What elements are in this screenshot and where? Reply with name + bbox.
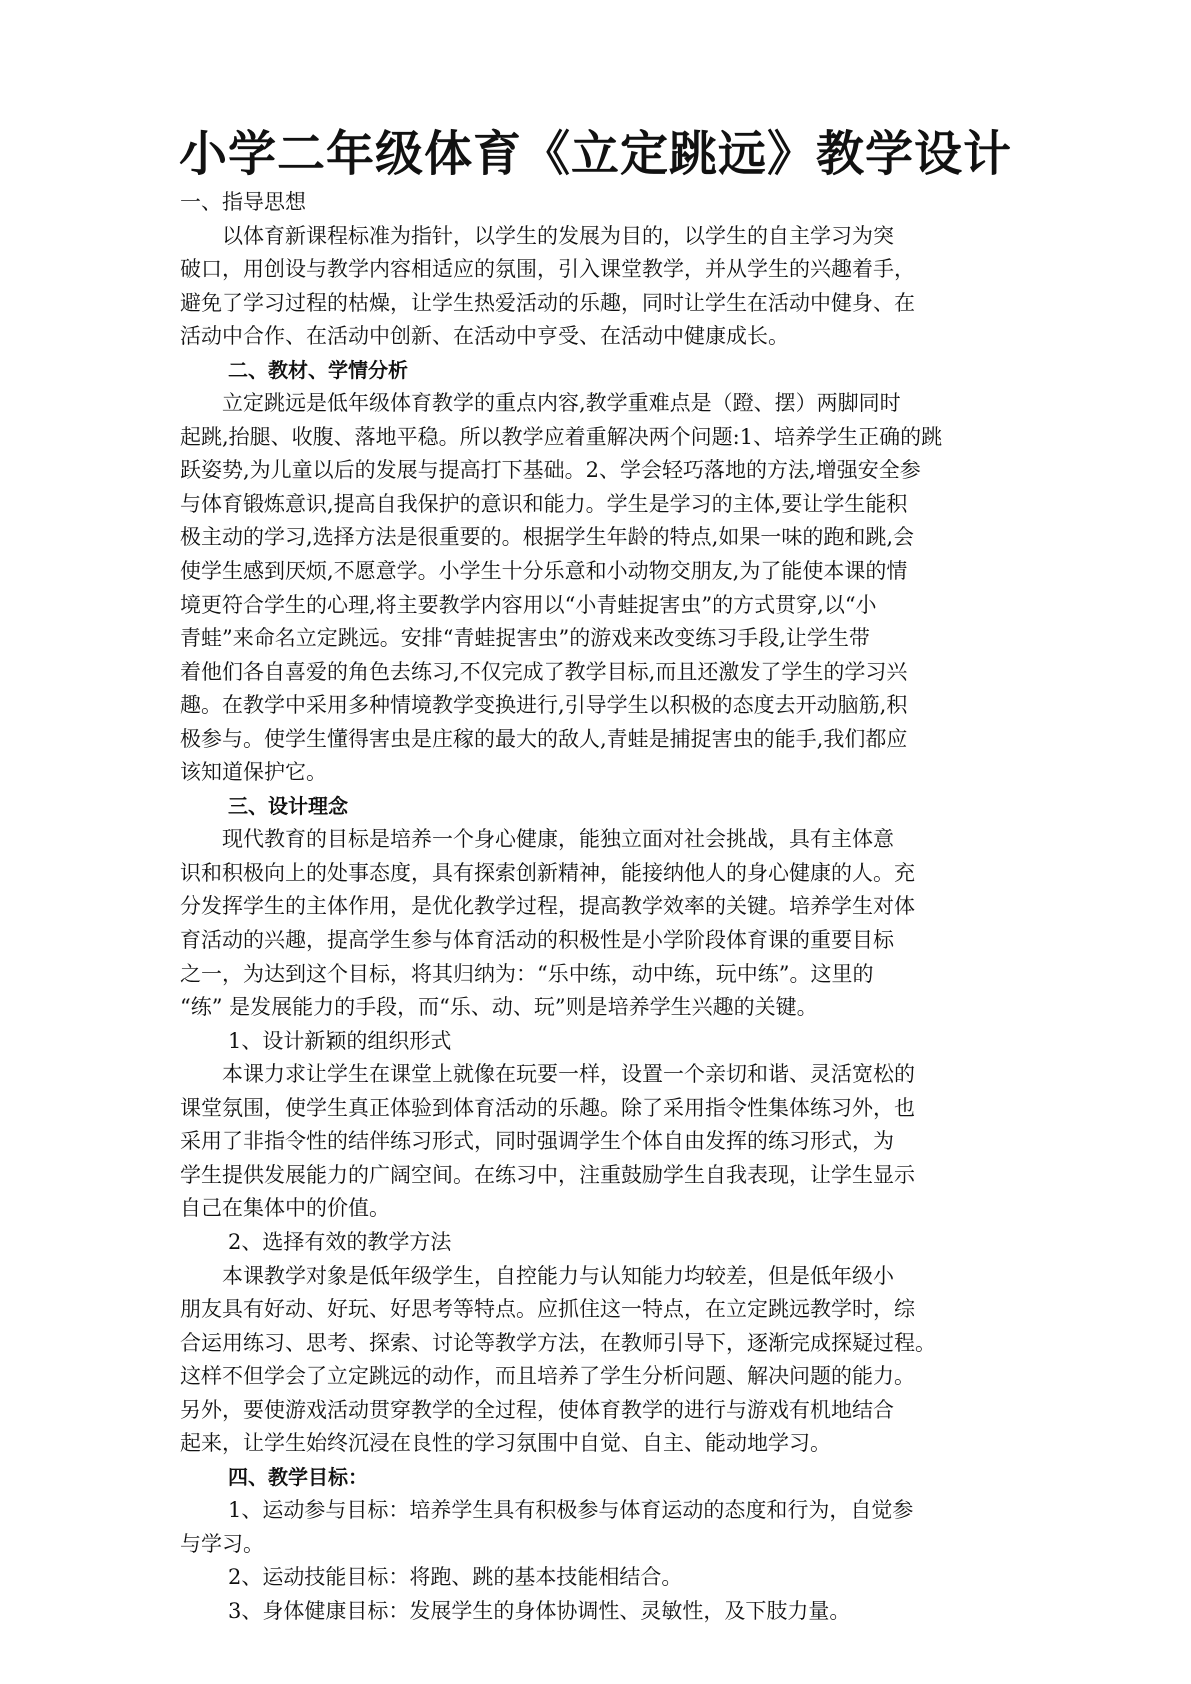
paragraph-line: 1、运动参与目标：培养学生具有积极参与体育运动的态度和行为，自觉参: [228, 1498, 914, 1523]
paragraph-line: 育活动的兴趣，提高学生参与体育活动的积极性是小学阶段体育课的重要目标: [180, 928, 894, 953]
paragraph-line: 活动中合作、在活动中创新、在活动中亨受、在活动中健康成长。: [180, 324, 789, 349]
paragraph-line: 境更符合学生的心理,将主要教学内容用以“小青蛙捉害虫”的方式贯穿,以“小: [180, 592, 877, 617]
paragraph-line: 自己在集体中的价值。: [180, 1196, 390, 1221]
paragraph-line: 趣。在教学中采用多种情境教学变换进行,引导学生以积极的态度去开动脑筋,积: [180, 693, 908, 718]
paragraph-line: 极主动的学习,选择方法是很重要的。根据学生年龄的特点,如果一味的跑和跳,会: [180, 525, 915, 550]
paragraph-line: 另外，要使游戏活动贯穿教学的全过程，使体育教学的进行与游戏有机地结合: [180, 1397, 894, 1422]
document-title: 小学二年级体育《立定跳远》教学设计: [178, 126, 1012, 182]
paragraph-line: 立定跳远是低年级体育教学的重点内容,教学重难点是（蹬、摆）两脚同时: [222, 391, 901, 416]
paragraph-line: 本课力求让学生在课堂上就像在玩要一样，设置一个亲切和谐、灵活宽松的: [222, 1062, 915, 1087]
paragraph-line: 与体育锻炼意识,提高自我保护的意识和能力。学生是学习的主体,要让学生能积: [180, 491, 908, 516]
paragraph-line: 该知道保护它。: [180, 760, 327, 785]
paragraph-line: 采用了非指令性的结伴练习形式，同时强调学生个体自由发挥的练习形式，为: [180, 1129, 894, 1154]
paragraph-line: 一、指导思想: [180, 190, 306, 214]
section-heading: 三、设计理念: [228, 793, 348, 818]
paragraph-line: 与学习。: [180, 1531, 264, 1556]
paragraph-line: 跃姿势,为儿童以后的发展与提高打下基础。2、学会轻巧落地的方法,增强安全参: [180, 458, 921, 483]
paragraph-line: 之一，为达到这个目标，将其归纳为：“乐中练，动中练，玩中练”。这里的: [180, 961, 874, 986]
paragraph-line: 识和积极向上的处事态度，具有探索创新精神，能接纳他人的身心健康的人。充: [180, 860, 915, 885]
paragraph-line: 2、选择有效的教学方法: [228, 1229, 452, 1254]
paragraph-line: 学生提供发展能力的广阔空间。在练习中，注重鼓励学生自我表现，让学生显示: [180, 1162, 915, 1187]
paragraph-line: 朋友具有好动、好玩、好思考等特点。应抓住这一特点，在立定跳远教学时，综: [180, 1297, 915, 1322]
paragraph-line: 分发挥学生的主体作用，是优化教学过程，提高教学效率的关键。培养学生对体: [180, 894, 915, 919]
paragraph-line: “练” 是发展能力的手段，而“乐、动、玩”则是培养学生兴趣的关键。: [180, 995, 818, 1020]
paragraph-line: 青蛙”来命名立定跳远。安排“青蛙捉害虫”的游戏来改变练习手段,让学生带: [180, 626, 870, 651]
paragraph-line: 课堂氛围，使学生真正体验到体育活动的乐趣。除了采用指令性集体练习外，也: [180, 1095, 915, 1120]
paragraph-line: 破口，用创设与教学内容相适应的氛围，引入课堂教学，并从学生的兴趣着手，: [180, 257, 915, 282]
paragraph-line: 3、身体健康目标：发展学生的身体协调性、灵敏性，及下肢力量。: [228, 1598, 851, 1623]
paragraph-line: 2、运动技能目标：将跑、跳的基本技能相结合。: [228, 1565, 683, 1590]
document-body: [180, 186, 1030, 1629]
paragraph-line: 使学生感到厌烦,不愿意学。小学生十分乐意和小动物交朋友,为了能使本课的情: [180, 559, 908, 584]
paragraph-line: 以体育新课程标准为指针，以学生的发展为目的，以学生的自主学习为突: [222, 223, 894, 248]
paragraph-line: 1、设计新颖的组织形式: [228, 1028, 452, 1053]
paragraph-line: 避免了学习过程的枯燥，让学生热爱活动的乐趣，同时让学生在活动中健身、在: [180, 290, 915, 315]
paragraph-line: 现代教育的目标是培养一个身心健康，能独立面对社会挑战，具有主体意: [222, 827, 894, 852]
section-heading: 二、教材、学情分析: [228, 357, 408, 382]
paragraph-line: 起跳,抬腿、收腹、落地平稳。所以教学应着重解决两个问题:1、培养学生正确的跳: [180, 424, 943, 449]
paragraph-line: 合运用练习、思考、探索、讨论等教学方法，在教师引导下，逐渐完成探疑过程。: [180, 1330, 936, 1355]
paragraph-line: 本课教学对象是低年级学生，自控能力与认知能力均较差，但是低年级小: [222, 1263, 894, 1288]
section-heading: 四、教学目标：: [228, 1464, 368, 1489]
paragraph-line: 这样不但学会了立定跳远的动作，而且培养了学生分析问题、解决问题的能力。: [180, 1364, 915, 1389]
paragraph-line: 起来，让学生始终沉浸在良性的学习氛围中自觉、自主、能动地学习。: [180, 1431, 831, 1456]
paragraph-line: 着他们各自喜爱的角色去练习,不仅完成了教学目标,而且还激发了学生的学习兴: [180, 659, 908, 684]
paragraph-line: 极参与。使学生懂得害虫是庄稼的最大的敌人,青蛙是捕捉害虫的能手,我们都应: [180, 726, 908, 751]
